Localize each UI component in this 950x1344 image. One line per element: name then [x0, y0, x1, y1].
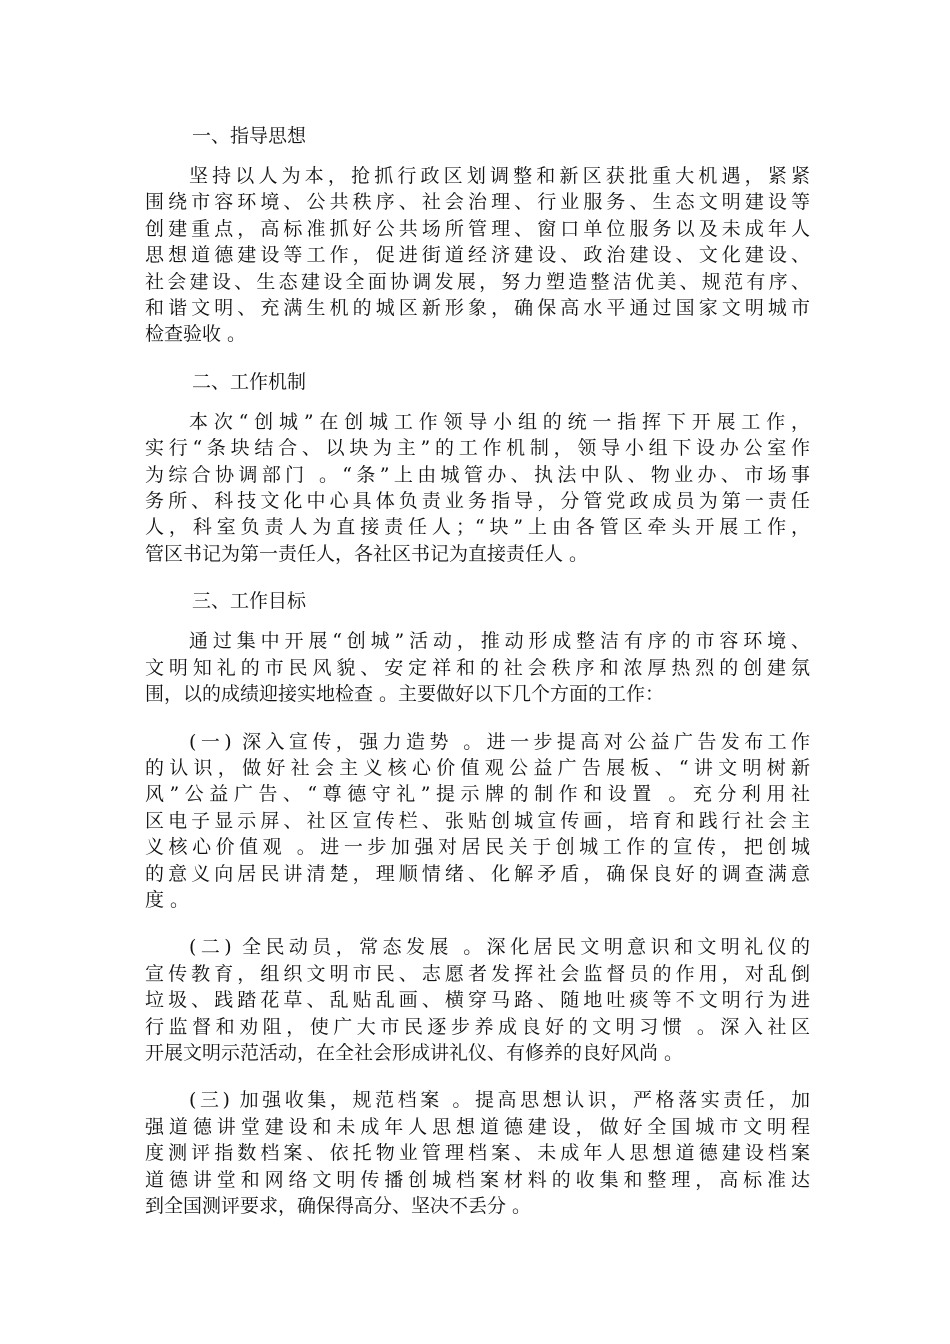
text-line: (二) 全民动员，常态发展 。深化居民文明意识和文明礼仪的 [189, 936, 810, 959]
section-heading: 三、工作目标 [192, 590, 307, 613]
text-line: 围绕市容环境、公共秩序、社会治理、行业服务、生态文明建设等 [145, 191, 810, 214]
paragraph [145, 934, 810, 1066]
text-line: 实行“条块结合、以块为主”的工作机制，领导小组下设办公室作 [145, 437, 810, 460]
text-line: 的认识，做好社会主义核心价值观公益广告展板、“讲文明树新 [145, 756, 810, 779]
text-line: 的意义向居民讲清楚，理顺情绪、化解矛盾，确保良好的调查满意 [145, 862, 810, 885]
text-line: 创建重点，高标准抓好公共场所管理、窗口单位服务以及未成年人 [145, 217, 810, 240]
text-line: 通过集中开展“创城”活动，推动形成整洁有序的市容环境、 [189, 630, 810, 653]
text-line: 为综合协调部门 。“条”上由城管办、执法中队、物业办、市场事 [145, 463, 810, 486]
text-line: 强道德讲堂建设和未成年人思想道德建设，做好全国城市文明程 [145, 1115, 810, 1138]
text-line: 坚持以人为本，抢抓行政区划调整和新区获批重大机遇，紧紧 [189, 165, 810, 187]
text-line: 思想道德建设等工作，促进街道经济建设、政治建设、文化建设、 [145, 244, 810, 267]
paragraph [145, 1087, 810, 1219]
section-heading: 二、工作机制 [192, 370, 307, 393]
text-line: 务所、科技文化中心具体负责业务指导，分管党政成员为第一责任 [145, 490, 810, 513]
paragraph [145, 628, 810, 707]
text-line: 社会建设、生态建设全面协调发展，努力塑造整洁优美、规范有序、 [145, 270, 810, 293]
text-line: 行监督和劝阻，使广大市民逐步养成良好的文明习惯 。深入社区 [145, 1015, 810, 1038]
text-line: 检查验收 。 [145, 323, 247, 346]
paragraph [145, 729, 810, 914]
text-line: 道德讲堂和网络文明传播创城档案材料的收集和整理，高标准达 [145, 1168, 810, 1191]
text-line: 到全国测评要求，确保得高分、坚决不丢分 。 [145, 1195, 532, 1217]
section-heading: 一、指导思想 [192, 125, 307, 147]
text-line: (三) 加强收集，规范档案 。提高思想认识，严格落实责任，加 [189, 1089, 810, 1112]
paragraph [145, 163, 810, 348]
text-line: 文明知礼的市民风貌、安定祥和的社会秩序和浓厚热烈的创建氛 [145, 656, 810, 679]
text-line: 和谐文明、充满生机的城区新形象，确保高水平通过国家文明城市 [145, 297, 810, 320]
text-line: 义核心价值观 。进一步加强对居民关于创城工作的宣传，把创城 [145, 836, 810, 859]
text-line: 风”公益广告、“尊德守礼”提示牌的制作和设置 。充分利用社 [145, 783, 810, 806]
document-body [145, 123, 810, 1240]
text-line: 区电子显示屏、社区宣传栏、张贴创城宣传画，培育和践行社会主 [145, 809, 810, 832]
text-line: 开展文明示范活动，在全社会形成讲礼仪、有修养的良好风尚 。 [145, 1041, 684, 1064]
paragraph [145, 409, 810, 567]
text-line: 围，以的成绩迎接实地检查 。主要做好以下几个方面的工作： [145, 683, 665, 706]
text-line: 宣传教育，组织文明市民、志愿者发挥社会监督员的作用，对乱倒 [145, 962, 810, 985]
text-line: (一) 深入宣传，强力造势 。进一步提高对公益广告发布工作 [189, 730, 810, 753]
text-line: 人，科室负责人为直接责任人；“块”上由各管区牵头开展工作， [145, 516, 810, 539]
text-line: 度 。 [145, 888, 190, 911]
text-line: 度测评指数档案、依托物业管理档案、未成年人思想道德建设档案 [145, 1142, 810, 1165]
text-line: 本次“创城”在创城工作领导小组的统一指挥下开展工作， [189, 410, 810, 433]
text-line: 管区书记为第一责任人，各社区书记为直接责任人 。 [145, 542, 589, 565]
text-line: 垃圾、践踏花草、乱贴乱画、横穿马路、随地吐痰等不文明行为进 [145, 989, 810, 1012]
